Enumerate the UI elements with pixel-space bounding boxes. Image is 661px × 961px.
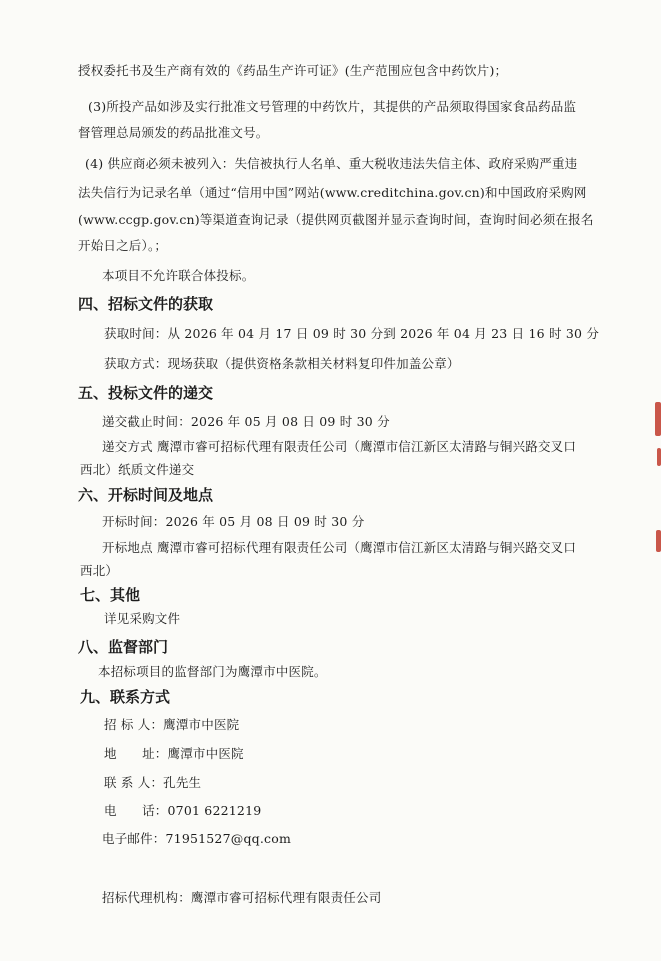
submission-method-line-2: 西北）纸质文件递交: [80, 462, 195, 477]
agency-label: 招标代理机构：: [102, 890, 191, 905]
paragraph-approval-line-1: (3)所投产品如涉及实行批准文号管理的中药饮片，其提供的产品须取得国家食品药品监: [88, 99, 577, 114]
contact-row-person: [104, 775, 201, 791]
contact-label: 电 话：: [104, 803, 168, 818]
contact-value: 鹰潭市中医院: [167, 746, 244, 761]
contact-value: 鹰潭市中医院: [163, 717, 240, 732]
contact-value: 孔先生: [163, 775, 202, 790]
contact-value: 71951527@qq.com: [165, 831, 291, 846]
opening-place-line-2: 西北）: [80, 563, 119, 578]
opening-place-line-1: 开标地点 鹰潭市睿可招标代理有限责任公司（鹰潭市信江新区太清路与铜兴路交叉口: [102, 540, 577, 555]
contact-label: 联 系 人：: [104, 775, 164, 790]
section-heading-8: 八、监督部门: [78, 638, 169, 656]
agency-row: [102, 890, 381, 906]
contact-label: 地 址：: [104, 746, 168, 761]
section-heading-6: 六、开标时间及地点: [78, 486, 214, 504]
paragraph-credit-line-2: 法失信行为记录名单（通过“信用中国”网站(www.creditchina.gov.cn)和中国政府采购网: [78, 185, 587, 200]
paragraph-license: 授权委托书及生产商有效的《药品生产许可证》(生产范围应包含中药饮片)；: [78, 63, 508, 78]
paragraph-consortium: 本项目不允许联合体投标。: [102, 268, 255, 283]
stamp-edge-mark: [655, 402, 661, 436]
agency-value: 鹰潭市睿可招标代理有限责任公司: [190, 890, 382, 905]
contact-row-phone: [104, 803, 261, 819]
submission-method-line-1: 递交方式 鹰潭市睿可招标代理有限责任公司（鹰潭市信江新区太清路与铜兴路交叉口: [102, 439, 577, 454]
paragraph-credit-line-4: 开始日之后）。；: [78, 238, 168, 253]
paragraph-credit-line-1: (4) 供应商必须未被列入：失信被执行人名单、重大税收违法失信主体、政府采购严重违: [85, 156, 578, 171]
contact-row-email: [102, 831, 291, 847]
section-heading-4: 四、招标文件的获取: [78, 295, 214, 313]
section-heading-7: 七、其他: [80, 586, 141, 604]
contact-label: 电子邮件：: [102, 831, 166, 846]
contact-value: 0701 6221219: [167, 803, 262, 818]
paragraph-credit-line-3: (www.ccgp.gov.cn)等渠道查询记录（提供网页截图并显示查询时间，查询时间必须在报名: [78, 212, 594, 227]
contact-row-address: [104, 746, 244, 762]
section-heading-9: 九、联系方式: [80, 688, 171, 706]
contact-row-tenderer: [104, 717, 239, 733]
stamp-edge-mark: [657, 448, 661, 466]
contact-label: 招 标 人：: [104, 717, 164, 732]
other-text: 详见采购文件: [104, 611, 181, 626]
stamp-edge-mark: [656, 530, 661, 552]
submission-deadline: 递交截止时间：2026 年 05 月 08 日 09 时 30 分: [102, 414, 390, 429]
paragraph-approval-line-2: 督管理总局颁发的药品批准文号。: [78, 125, 269, 140]
supervision-text: 本招标项目的监督部门为鹰潭市中医院。: [98, 664, 327, 679]
opening-time: 开标时间：2026 年 05 月 08 日 09 时 30 分: [102, 514, 365, 529]
section-heading-5: 五、投标文件的递交: [78, 384, 214, 402]
acquisition-time: 获取时间：从 2026 年 04 月 17 日 09 时 30 分到 2026 年 04 月 23 日 16 时 30 分: [104, 326, 600, 341]
acquisition-method: 获取方式：现场获取（提供资格条款相关材料复印件加盖公章）: [104, 356, 460, 371]
